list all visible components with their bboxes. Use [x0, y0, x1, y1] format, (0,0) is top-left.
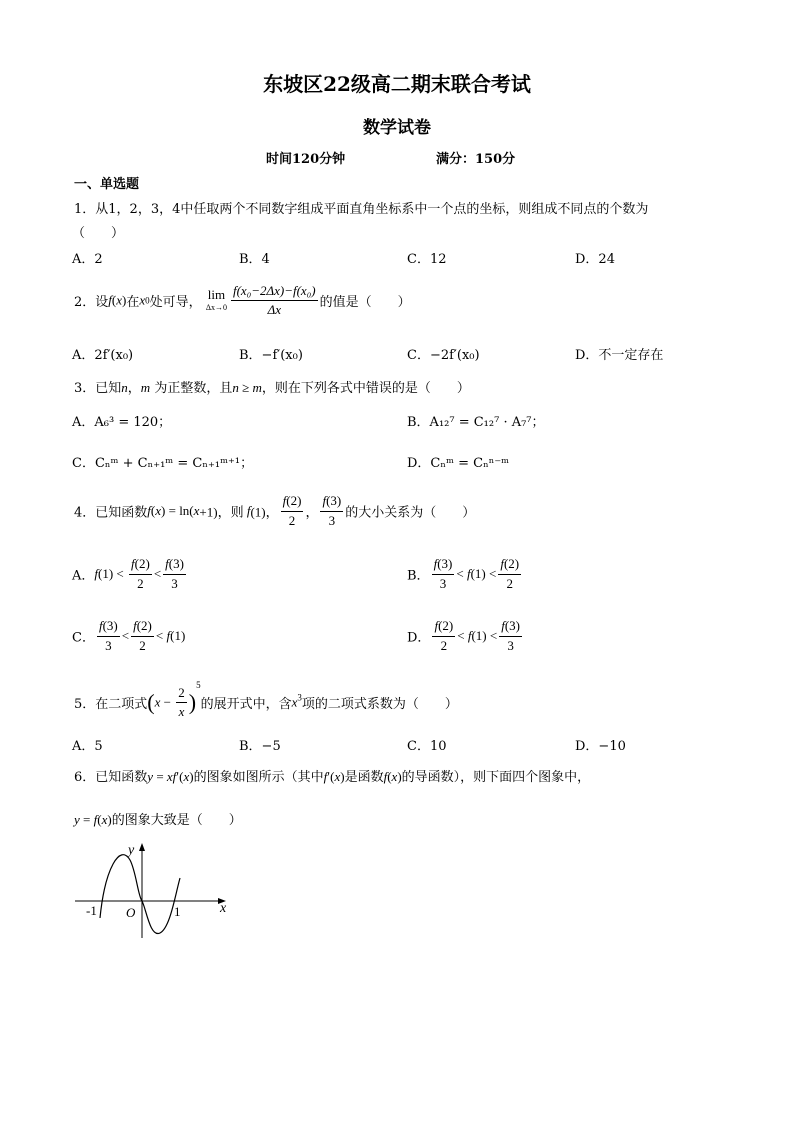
q6-stem-line2: y = f(x)的图象大致是（ ）: [74, 812, 242, 828]
q2-fraction: [231, 282, 318, 319]
q2-option-a: A．2f′(x₀): [72, 348, 134, 363]
q3-option-d: D．Cₙᵐ = Cₙⁿ⁻ᵐ: [407, 456, 510, 471]
q2-denominator: Δx: [267, 302, 281, 317]
minus-one-label: -1: [86, 903, 97, 918]
q5-mid: 的展开式中，含: [200, 697, 292, 712]
q2-mid1: 在: [126, 295, 140, 310]
section-heading: 一、单选题: [74, 177, 140, 192]
q1-stem: 1．从1，2，3，4中任取两个不同数字组成平面直角坐标系中一个点的坐标，则组成不同点的个数为: [74, 202, 649, 217]
q3-option-a: A．A₆³ = 120；: [72, 415, 172, 430]
q6-pre: 6．已知函数: [74, 770, 148, 785]
q5-option-a: A．5: [72, 739, 103, 754]
q4-pre: 4．已知函数: [74, 505, 148, 521]
x-label: x: [220, 901, 227, 916]
q2-option-b: B．−f′(x₀): [239, 348, 303, 363]
y-axis-arrow: [139, 843, 145, 851]
q2-lim-sub: Δx→0: [205, 302, 227, 312]
q5-post: 项的二项式系数为（ ）: [301, 697, 458, 712]
q5-option-b: B．−5: [239, 739, 281, 754]
q5-option-c: C．10: [407, 739, 447, 754]
q2-lim: lim: [207, 286, 226, 302]
q2-mid2: 处可导，: [149, 295, 202, 310]
q1-blank: （ ）: [72, 226, 125, 241]
q3-option-b: B．A₁₂⁷ = C₁₂⁷ · A₇⁷；: [407, 415, 545, 430]
q2-post: 的值是（ ）: [319, 295, 411, 310]
y-label: y: [128, 843, 135, 858]
q1-option-d: D．24: [575, 252, 615, 267]
origin-label: O: [126, 905, 136, 920]
q6-line2: 的图象大致是（ ）: [111, 813, 242, 828]
q5-pre: 5．在二项式: [74, 697, 148, 712]
curve: [100, 855, 180, 934]
q6-mid2: 是函数: [344, 770, 384, 785]
q1-option-a: A．2: [72, 252, 103, 267]
q3-option-c: C．Cₙᵐ + Cₙ₊₁ᵐ = Cₙ₊₁ᵐ⁺¹；: [72, 456, 254, 471]
q2-numerator: f(x₀−2Δx)−f(x₀): [231, 282, 318, 301]
q4-stem: 4．已知函数f(x) = ln(x+1)，则 f(1)， $\frac{f(2)}{2}$ ， $\frac{f(3)}{3}$ 的大小关系为（ ）: [74, 493, 476, 528]
q3-stem: 3．已知n，m 为正整数，且n ≥ m，则在下列各式中错误的是（ ）: [74, 380, 470, 396]
q6-post: 的导函数），则下面四个图象中，: [401, 770, 591, 785]
q2-stem: 2．设f(x)在x0处可导， lim Δx→0 $\frac{\text{f(x₀−2Δx)−f(x₀)}}{\Delta x}$ 的值是（ ）: [74, 283, 411, 317]
q4-option-b: B． $\frac{f(3)}{3}$ < f(1) < $\frac{f(2)}{2}$: [407, 556, 520, 591]
q4-option-c: C． $\frac{f(3)}{3}$ < $\frac{f(2)}{2}$ < f(1): [72, 618, 186, 653]
one-label: 1: [174, 904, 181, 919]
q3-mid1: ，: [127, 381, 141, 396]
q6-graph: [70, 838, 240, 940]
q6-stem: 6．已知函数y = xf′(x)的图象如图所示（其中f′(x)是函数f(x)的导函数），则下面四个图象中，: [74, 769, 591, 785]
q3-pre: 3．已知: [74, 381, 122, 396]
q2-pre: 2．设: [74, 295, 109, 310]
q4-post: 的大小关系为（ ）: [345, 505, 476, 521]
q2-option-d: D．不一定存在: [575, 348, 664, 363]
q6-mid1: 的图象如图所示（其中: [193, 770, 324, 785]
exam-subtitle: 数学试卷: [363, 118, 431, 138]
q3-post: ，则在下列各式中错误的是（ ）: [261, 381, 470, 396]
q1-option-b: B．4: [239, 252, 270, 267]
q4-option-d: D． $\frac{f(2)}{2}$ < f(1) < $\frac{f(3)}{3}$: [407, 618, 520, 653]
q5-option-d: D．−10: [575, 739, 626, 754]
exam-title: 东坡区22级高二期末联合考试: [263, 72, 531, 96]
q2-option-c: C．−2f′(x₀): [407, 348, 480, 363]
q4-option-a: A．f(1) < $\frac{f(2)}{2}$ < $\frac{f(3)}{3}$: [72, 556, 184, 591]
q1-option-c: C．12: [407, 252, 447, 267]
q3-mid2: 为正整数，且: [154, 381, 233, 396]
exam-time: 时间120分钟: [266, 152, 346, 167]
exam-score: 满分：150分: [436, 152, 516, 167]
q5-stem: 5．在二项式(x − $\frac{2}{x}$ )$^5$的展开式中，含$x^3$项的二项式系数为（ ）: [74, 680, 458, 719]
